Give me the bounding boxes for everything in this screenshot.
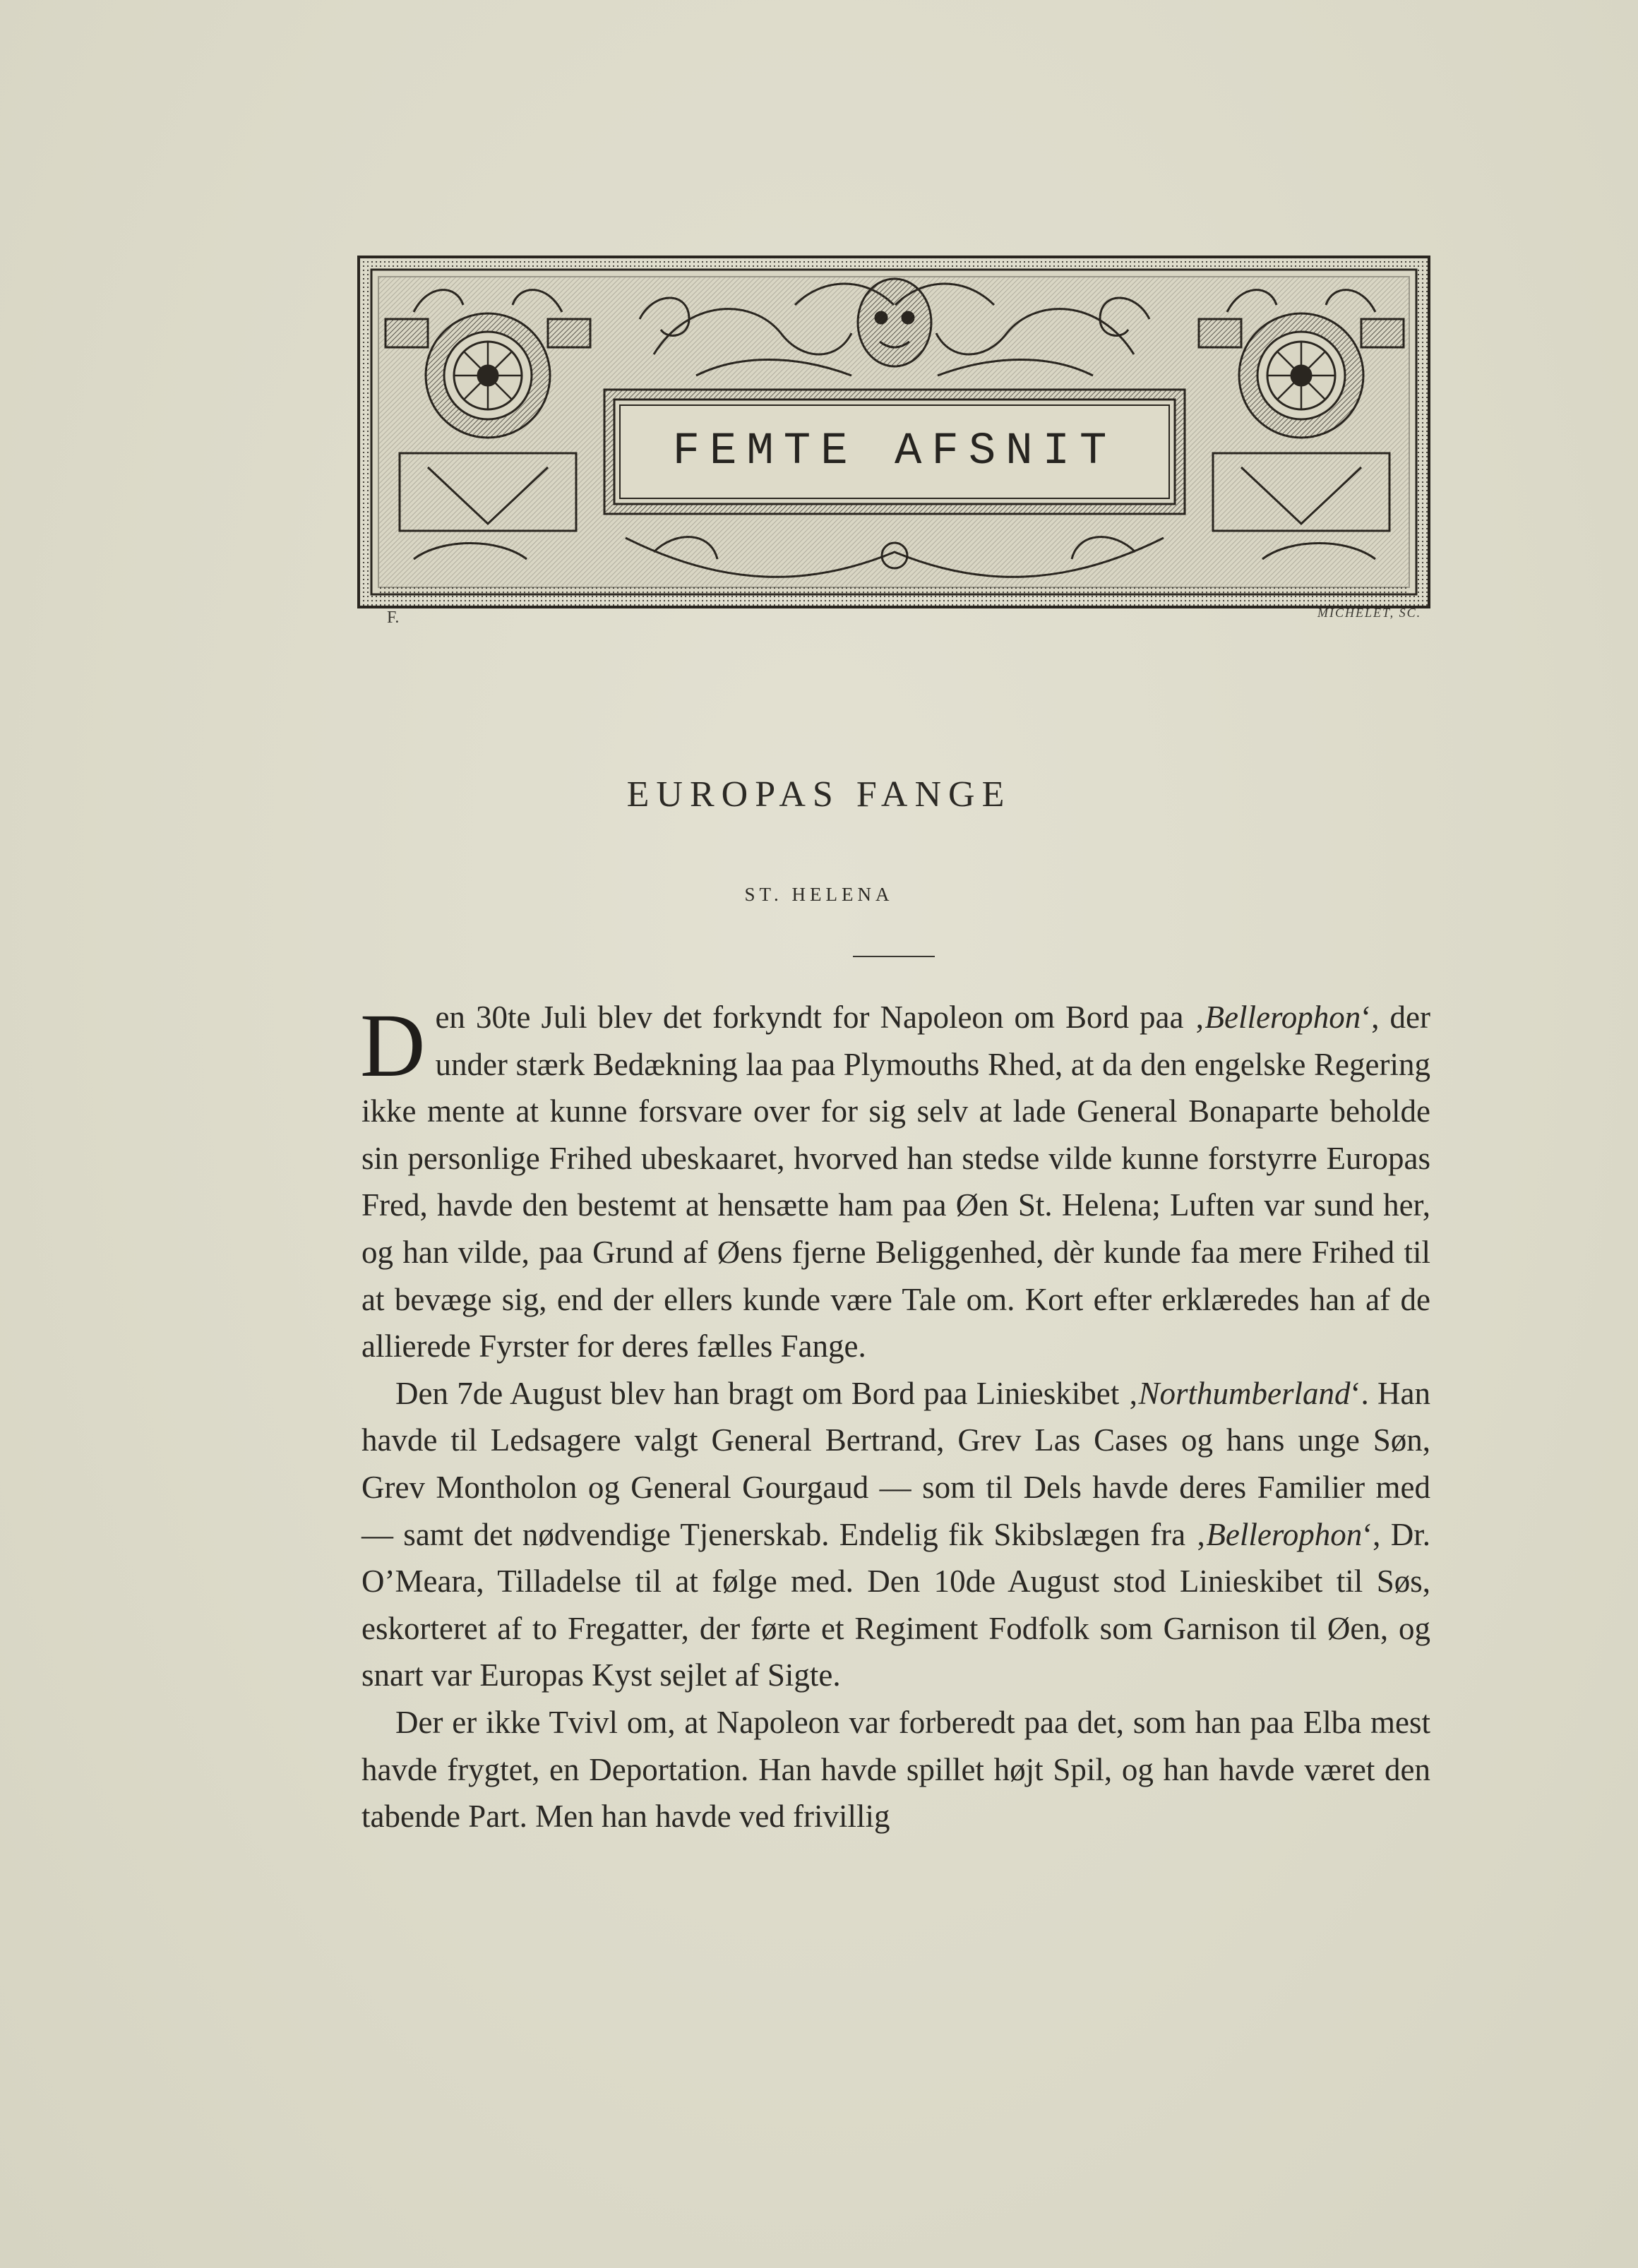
chapter-title: EUROPAS FANGE (626, 774, 1012, 815)
section-heading: FEMTE AFSNIT (672, 426, 1117, 477)
paragraph (361, 994, 1430, 1370)
chapter-subtitle: ST. HELENA (744, 884, 894, 905)
ornamental-header-banner (357, 256, 1432, 608)
body-text (361, 994, 1430, 1840)
engraver-signature-left: F. (387, 608, 400, 627)
paragraph (361, 1370, 1430, 1699)
divider-rule (853, 956, 935, 957)
text-run: en 30te Juli blev det forkyndt for Napoleon om Bord paa ‚ (435, 1000, 1205, 1035)
drop-cap: D (360, 995, 426, 1096)
text-run: ‘, Dr. O’Meara, Tilladelse til at følge med. Den 10de August stod Linieskibet til Søs, eskorteret af to Fregatter, der førte et Regiment Fodfolk som Garnison til Øen, og snart var Europas Kyst sejlet af Sigte. (361, 1516, 1430, 1693)
text-run: Der er ikke Tvivl om, at Napoleon var forberedt paa det, som han paa Elba mest havde frygtet, en Deportation. Han havde spillet højt Spil, og han havde været den tabende Part. Men han havde ved frivillig (361, 1704, 1430, 1835)
paragraph (361, 1699, 1430, 1840)
ship-name: Bellerophon (1204, 1000, 1361, 1035)
text-run: ‘. Han havde til Ledsagere valgt General Bertrand, Grev Las Cases og hans unge Søn, Grev Montholon og General Gourgaud — som til Dels havde deres Familier med — samt det nødvendige Tjenerskab. Endelig fik Skibslægen fra ‚ (361, 1375, 1430, 1552)
ship-name: Bellerophon (1206, 1516, 1363, 1552)
ship-name: Northumberland (1138, 1375, 1351, 1411)
text-run: ‘, der under stærk Bedækning laa paa Plymouths Rhed, at da den engelske Regering ikke mente at kunne forsvare over for sig selv at lade General Bonaparte beholde sin personlige Frihed ubeskaaret, hvorved han stedse vilde kunne forstyrre Europas Fred, havde den bestemt at hensætte ham paa Øen St. Helena; Luften var sund her, og han vilde, paa Grund af Øens fjerne Beliggenhed, dèr kunde faa mere Frihed til at bevæge sig, end der ellers kunde være Tale om. Kort efter erklæredes han af de allierede Fyrster for deres fælles Fange. (361, 1000, 1430, 1364)
text-run: Den 7de August blev han bragt om Bord paa Linieskibet ‚ (395, 1375, 1139, 1411)
engraver-signature-right: MICHELET, SC. (1317, 606, 1422, 620)
